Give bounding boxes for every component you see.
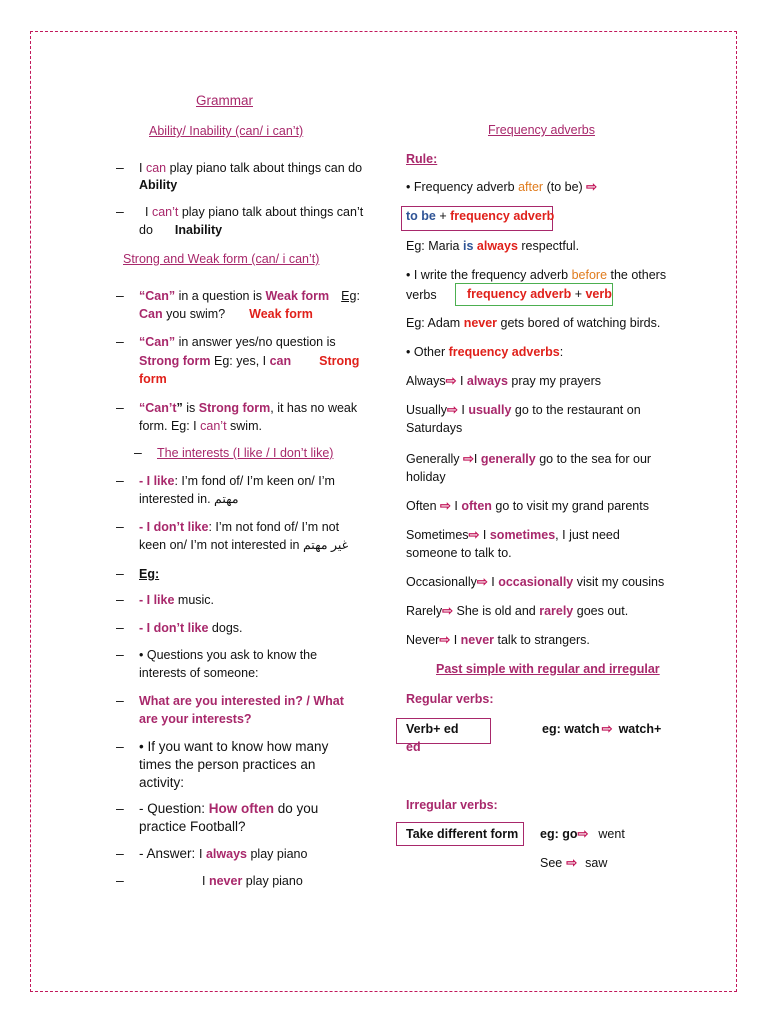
text: : bbox=[356, 289, 360, 303]
inability-label: Inability bbox=[174, 223, 223, 237]
text: See bbox=[540, 856, 563, 870]
text: talk to strangers. bbox=[494, 633, 590, 647]
keyword: “Can” bbox=[139, 289, 176, 303]
bullet-dash: – bbox=[116, 399, 124, 415]
frequency-heading: Frequency adverbs bbox=[488, 123, 596, 137]
text: I bbox=[145, 205, 152, 219]
text: dogs. bbox=[208, 621, 243, 635]
text: Eg: Adam bbox=[406, 316, 464, 330]
bullet-dash: – bbox=[116, 287, 124, 303]
example-2 bbox=[139, 619, 243, 637]
keyword: never bbox=[208, 874, 243, 888]
text: Occasionally bbox=[406, 575, 477, 589]
answer-always bbox=[139, 845, 307, 863]
strong-weak-heading: Strong and Weak form (can/ i can’t) bbox=[123, 252, 320, 266]
adverb-generally-2: holiday bbox=[406, 470, 446, 484]
arrow-right-icon: ⇨ bbox=[577, 826, 589, 841]
keyword: can bbox=[269, 354, 292, 368]
keyword: - I don’t like bbox=[139, 621, 209, 635]
text: I bbox=[473, 452, 481, 466]
keyword: never bbox=[463, 316, 498, 330]
keyword: frequency adverb bbox=[467, 287, 572, 301]
keyword: always bbox=[476, 239, 518, 253]
keyword: generally bbox=[480, 452, 536, 466]
to-be-formula bbox=[406, 207, 554, 225]
keyword: Strong form bbox=[198, 401, 271, 415]
strong-2-line-3: form bbox=[139, 372, 167, 386]
arrow-right-icon: ⇨ bbox=[601, 721, 613, 736]
bullet-dash: – bbox=[116, 203, 124, 219]
bullet-dash: – bbox=[116, 646, 124, 662]
text: Eg: yes, I bbox=[210, 354, 270, 368]
text: visit my cousins bbox=[573, 575, 665, 589]
keyword: Can bbox=[139, 307, 163, 321]
text: eg: go bbox=[540, 827, 578, 841]
other-adverbs bbox=[406, 343, 563, 361]
arrow-right-icon: ⇨ bbox=[439, 632, 451, 647]
arrow-right-icon: ⇨ bbox=[462, 451, 474, 466]
keyword: to be bbox=[406, 209, 436, 223]
eg-label: Eg: bbox=[139, 567, 160, 581]
adverb-usually bbox=[406, 401, 641, 419]
text: • I write the frequency adverb bbox=[406, 268, 572, 282]
how-many-line-1: • If you want to know how many bbox=[139, 739, 329, 754]
questions-line-2: interests of someone: bbox=[139, 666, 259, 680]
arrow-right-icon: ⇨ bbox=[445, 373, 457, 388]
bullet-dash: – bbox=[116, 333, 124, 349]
text: - Question: bbox=[139, 801, 209, 816]
text: : bbox=[559, 345, 564, 359]
eg-watch bbox=[542, 720, 661, 738]
text: play piano bbox=[242, 874, 303, 888]
keyword: frequency adverb bbox=[450, 209, 555, 223]
keyword: occasionally bbox=[498, 575, 574, 589]
strong-2-line-1 bbox=[139, 333, 336, 351]
past-simple-heading: Past simple with regular and irregular bbox=[436, 662, 660, 676]
adverb-never bbox=[406, 631, 590, 649]
text: - Answer: bbox=[139, 846, 200, 861]
arrow-right-icon: ⇨ bbox=[566, 855, 578, 870]
text: is bbox=[182, 401, 199, 415]
ability-line-2 bbox=[145, 203, 363, 221]
arrow-right-icon: ⇨ bbox=[468, 527, 480, 542]
how-many-line-2: times the person practices an bbox=[139, 757, 316, 772]
interest-question-1: What are you interested in? / What bbox=[139, 694, 344, 708]
regular-verbs-label: Regular verbs: bbox=[406, 692, 494, 706]
questions-line-1: • Questions you ask to know the bbox=[139, 648, 318, 662]
text: play piano talk about things can do bbox=[166, 161, 363, 175]
text: Usually bbox=[406, 403, 447, 417]
text: Generally bbox=[406, 452, 463, 466]
bullet-dash: – bbox=[116, 872, 124, 888]
verb-ed-label: Verb+ ed bbox=[406, 722, 459, 736]
keyword: How often bbox=[208, 801, 275, 816]
text: form. Eg: I bbox=[139, 419, 201, 433]
adverb-verb-formula bbox=[467, 285, 612, 303]
text: in a question is bbox=[175, 289, 266, 303]
text: in answer yes/no question is bbox=[175, 335, 336, 349]
bullet-dash: – bbox=[116, 738, 124, 754]
example-maria bbox=[406, 237, 579, 255]
bullet-dash: – bbox=[116, 845, 124, 861]
rule-2-line-1 bbox=[406, 266, 666, 284]
arrow-right-icon: ⇨ bbox=[586, 179, 598, 194]
text: Eg: Maria bbox=[406, 239, 463, 253]
bullet-dash: – bbox=[116, 692, 124, 708]
keyword: Weak form bbox=[265, 289, 330, 303]
text: • Other bbox=[406, 345, 449, 359]
adverb-generally bbox=[406, 450, 651, 468]
text: the others bbox=[607, 268, 667, 282]
text: you swim? bbox=[162, 307, 226, 321]
take-different-form: Take different form bbox=[406, 827, 519, 841]
text: I bbox=[450, 633, 461, 647]
text: go to visit my grand parents bbox=[491, 499, 649, 513]
text: I bbox=[457, 403, 469, 417]
ability-heading: Ability/ Inability (can/ i can’t) bbox=[149, 124, 304, 138]
text: + bbox=[435, 209, 451, 223]
strong-1-line-1 bbox=[139, 287, 360, 305]
text: She is old and bbox=[453, 604, 540, 618]
interest-2-line-1 bbox=[139, 518, 339, 536]
text: gets bored of watching birds. bbox=[497, 316, 661, 330]
adverb-occasionally bbox=[406, 573, 664, 591]
text: : I’m fond of/ I’m keen on/ I’m bbox=[174, 474, 335, 488]
text: go to the restaurant on bbox=[511, 403, 641, 417]
example-adam bbox=[406, 314, 660, 332]
keyword: always bbox=[466, 374, 508, 388]
bullet-dash: – bbox=[116, 619, 124, 635]
text: I bbox=[487, 575, 499, 589]
text: saw bbox=[585, 856, 608, 870]
bullet-dash: – bbox=[116, 800, 124, 816]
keyword: is bbox=[462, 239, 474, 253]
interest-1-line-2: interested in. مهتم bbox=[139, 492, 239, 506]
text: goes out. bbox=[573, 604, 629, 618]
text: eg: watch bbox=[542, 722, 600, 736]
adverb-sometimes-2: someone to talk to. bbox=[406, 546, 512, 560]
text: music. bbox=[174, 593, 215, 607]
answer-never bbox=[202, 872, 303, 890]
text: : I’m not fond of/ I’m not bbox=[208, 520, 340, 534]
strong-3-line-2 bbox=[139, 417, 262, 435]
interest-question-2: are your interests? bbox=[139, 712, 252, 726]
bullet-dash: – bbox=[116, 565, 124, 581]
bullet-dash: – bbox=[116, 518, 124, 534]
text: Never bbox=[406, 633, 440, 647]
text: Rarely bbox=[406, 604, 443, 618]
text: Eg bbox=[341, 289, 357, 303]
strong-1-line-2 bbox=[139, 305, 313, 323]
text: + bbox=[571, 287, 586, 301]
keyword: never bbox=[460, 633, 495, 647]
interest-2-line-2: keen on/ I’m not interested in غير مهتم bbox=[139, 538, 349, 552]
text: I bbox=[456, 374, 467, 388]
keyword: always bbox=[205, 847, 247, 861]
text: go to the sea for our bbox=[535, 452, 652, 466]
text: • Frequency adverb bbox=[406, 180, 519, 194]
text: , it has no weak bbox=[270, 401, 358, 415]
arrow-right-icon: ⇨ bbox=[442, 603, 454, 618]
adverb-often bbox=[406, 497, 649, 515]
bullet-dash: – bbox=[116, 591, 124, 607]
text: respectful. bbox=[517, 239, 580, 253]
irregular-verbs-label: Irregular verbs: bbox=[406, 798, 498, 812]
text: play piano bbox=[247, 847, 308, 861]
ability-line-1 bbox=[139, 159, 362, 177]
adverb-rarely bbox=[406, 602, 628, 620]
text: swim. bbox=[226, 419, 262, 433]
keyword-before: before bbox=[571, 268, 608, 282]
question-how-often-2: practice Football? bbox=[139, 819, 246, 834]
arrow-right-icon: ⇨ bbox=[476, 574, 488, 589]
text: , I just need bbox=[555, 528, 620, 542]
keyword: “Can” bbox=[139, 335, 176, 349]
text: Sometimes bbox=[406, 528, 469, 542]
verb-ed-tail: ed bbox=[406, 740, 421, 754]
keyword: verb bbox=[585, 287, 612, 301]
text: I bbox=[139, 161, 146, 175]
keyword: - I like bbox=[139, 593, 175, 607]
keyword: - I don’t like bbox=[139, 520, 209, 534]
adverb-always bbox=[406, 372, 601, 390]
text: pray my prayers bbox=[507, 374, 602, 388]
rule-label: Rule: bbox=[406, 152, 438, 166]
text: ” bbox=[176, 401, 183, 415]
interests-heading: The interests (I like / I don’t like) bbox=[157, 446, 334, 460]
bullet-dash: – bbox=[116, 472, 124, 488]
keyword: can’t bbox=[200, 419, 227, 433]
interest-1-line-1 bbox=[139, 472, 335, 490]
text: (to be) bbox=[543, 180, 587, 194]
see-saw bbox=[540, 854, 607, 872]
text: I bbox=[450, 499, 462, 513]
ability-line-2b bbox=[139, 221, 222, 239]
text: I bbox=[479, 528, 490, 542]
ability-label: Ability bbox=[139, 178, 178, 192]
rule-1 bbox=[406, 178, 597, 196]
how-many-line-3: activity: bbox=[139, 775, 185, 790]
question-how-often bbox=[139, 800, 318, 818]
text: went bbox=[598, 827, 625, 841]
text: Always bbox=[406, 374, 446, 388]
text: do bbox=[139, 223, 153, 237]
keyword: - I like bbox=[139, 474, 175, 488]
strong-3-line-1 bbox=[139, 399, 357, 417]
keyword: often bbox=[461, 499, 492, 513]
keyword: usually bbox=[468, 403, 512, 417]
grammar-title: Grammar bbox=[196, 93, 253, 108]
arrow-right-icon: ⇨ bbox=[447, 402, 458, 417]
bullet-dash: – bbox=[116, 159, 124, 175]
keyword-after: after bbox=[518, 180, 544, 194]
text: watch+ bbox=[618, 722, 662, 736]
text: Often bbox=[406, 499, 441, 513]
text: I bbox=[202, 874, 209, 888]
eg-go-went bbox=[540, 825, 625, 843]
arrow-right-icon: ⇨ bbox=[440, 498, 451, 513]
adverb-sometimes bbox=[406, 526, 620, 544]
adverb-usually-2: Saturdays bbox=[406, 421, 463, 435]
keyword: rarely bbox=[539, 604, 574, 618]
keyword-can: can bbox=[145, 161, 167, 175]
keyword-cant: can’t bbox=[151, 205, 179, 219]
example-1 bbox=[139, 591, 214, 609]
keyword: frequency adverbs bbox=[448, 345, 560, 359]
keyword: Strong form bbox=[139, 354, 211, 368]
keyword: sometimes bbox=[489, 528, 556, 542]
bullet-dash: – bbox=[134, 444, 142, 460]
keyword: Strong bbox=[319, 354, 360, 368]
text: do you bbox=[274, 801, 319, 816]
text: I bbox=[199, 847, 206, 861]
keyword: Weak form bbox=[249, 307, 313, 321]
keyword: “Can’t bbox=[139, 401, 177, 415]
text: play piano talk about things can’t bbox=[178, 205, 364, 219]
strong-2-line-2 bbox=[139, 352, 359, 370]
rule-2-verbs: verbs bbox=[406, 288, 437, 302]
